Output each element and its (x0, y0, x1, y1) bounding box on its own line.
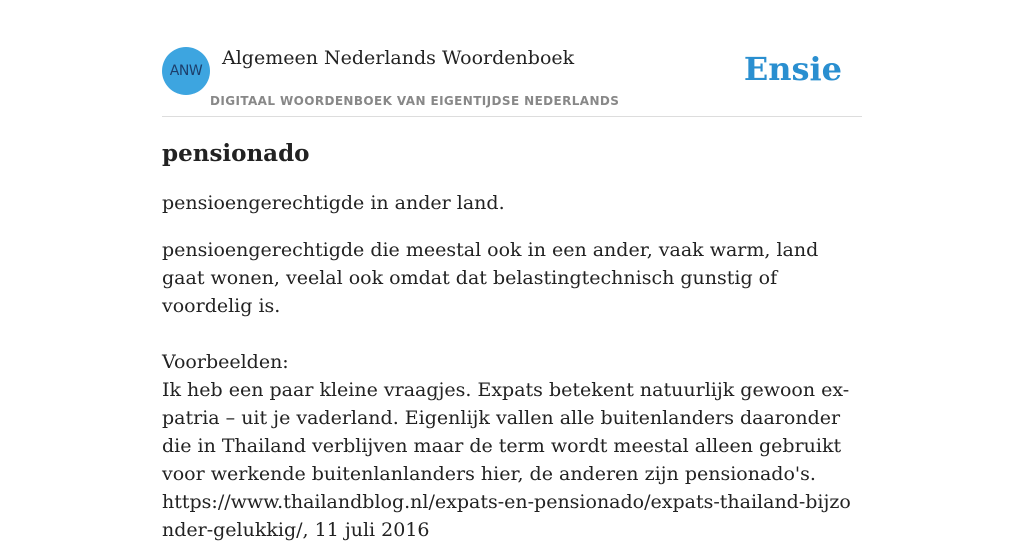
examples-label: Voorbeelden: (162, 351, 289, 373)
example-text: Ik heb een paar kleine vraagjes. Expats betekent natuurlijk gewoon ex-patria – uit je vaderland. Eigenlijk vallen alle buitenlanders daaronder die in Thailand verblijven maar de term wordt meestal alleen gebruikt voor werkende buitenlanlanders hier, de anderen zijn pensionado's. (162, 379, 850, 485)
entry-headword: pensionado (162, 140, 310, 167)
example-source: https://www.thailandblog.nl/expats-en-pensionado/expats-thailand-bijzonder-gelukkig/, 11 juli 2016 (162, 491, 851, 541)
anw-logo[interactable] (162, 47, 210, 95)
site-header (162, 44, 862, 117)
entry-content (162, 138, 862, 544)
site-title[interactable]: Algemeen Nederlands Woordenboek (222, 47, 575, 69)
ensie-brand-logo[interactable]: Ensie (743, 50, 842, 88)
long-definition: pensioengerechtigde die meestal ook in een ander, vaak warm, land gaat wonen, veelal ook omdat dat belastingtechnisch gunstig of voordelig is. (162, 239, 819, 317)
site-subtitle: DIGITAAL WOORDENBOEK VAN EIGENTIJDSE NEDERLANDS (210, 94, 620, 108)
short-definition: pensioengerechtigde in ander land. (162, 192, 505, 214)
anw-logo-text: ANW (169, 63, 203, 79)
